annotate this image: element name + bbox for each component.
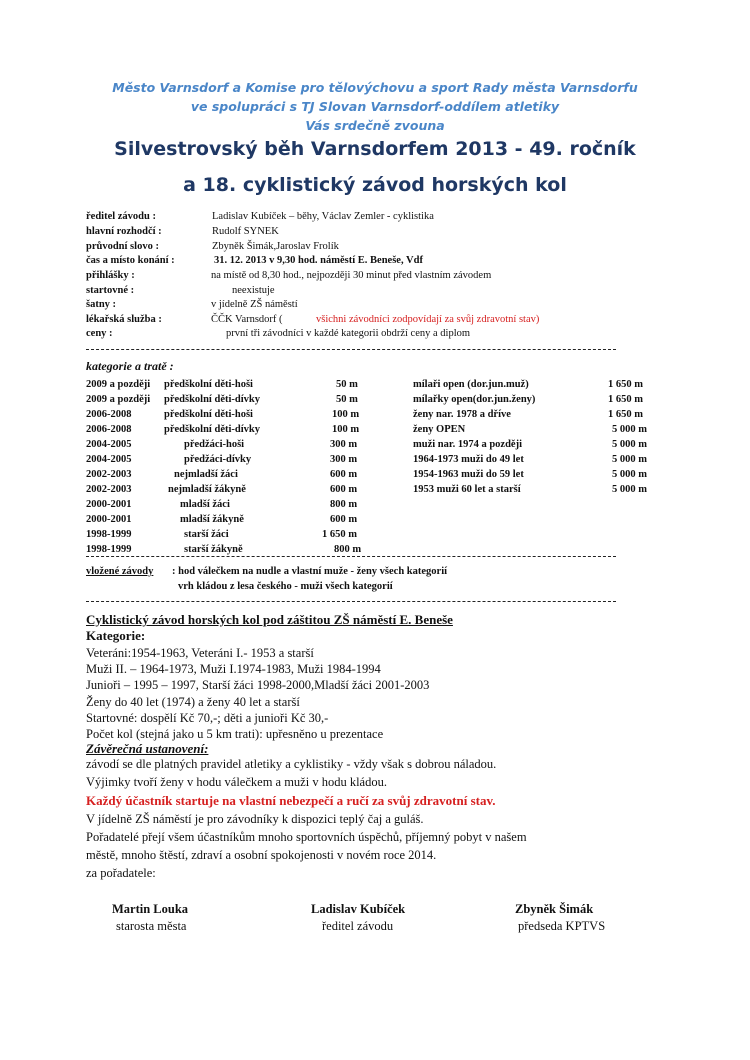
- info-label: lékařská služba :: [86, 314, 162, 325]
- category-name: předškolní děti-dívky: [164, 394, 260, 405]
- category-distance: 600 m: [330, 484, 358, 495]
- divider: [86, 349, 616, 350]
- warning-text: Každý účastník startuje na vlastní nebezpečí a ručí za svůj zdravotní stav.: [86, 793, 496, 808]
- category-name: předškolní děti-hoši: [164, 409, 253, 420]
- info-value: ČČK Varnsdorf (: [211, 314, 283, 325]
- category-years: 2006-2008: [86, 409, 132, 420]
- category-name: muži nar. 1974 a později: [413, 439, 522, 450]
- info-value-note: všichni závodníci zodpovídají za svůj zdravotní stav): [316, 314, 540, 325]
- category-distance: 1 650 m: [608, 409, 643, 420]
- category-years: 2002-2003: [86, 484, 132, 495]
- info-label: čas a místo konání :: [86, 255, 175, 266]
- intro-line-3: Vás srdečně zvouna: [305, 118, 445, 133]
- category-years: 1998-1999: [86, 529, 132, 540]
- final-heading: Závěrečná ustanovení:: [86, 741, 209, 756]
- signature-name: Martin Louka: [112, 902, 189, 916]
- signature-name: Ladislav Kubíček: [311, 902, 406, 916]
- category-name: 1964-1973 muži do 49 let: [413, 454, 524, 465]
- category-years: 2000-2001: [86, 514, 132, 525]
- category-distance: 5 000 m: [612, 469, 647, 480]
- signature-name: Zbyněk Šimák: [515, 902, 594, 916]
- page-subtitle: a 18. cyklistický závod horských kol: [183, 174, 567, 196]
- info-label: startovné :: [86, 285, 135, 296]
- info-value: Rudolf SYNEK: [212, 226, 279, 237]
- category-name: mladší žákyně: [180, 514, 244, 525]
- category-name: předžáci-dívky: [184, 454, 252, 465]
- cycling-heading: Cyklistický závod horských kol pod záštitou ZŠ náměstí E. Beneše: [86, 612, 453, 627]
- info-value: 31. 12. 2013 v 9,30 hod. náměstí E. Beneše, Vdf: [214, 255, 423, 266]
- category-distance: 5 000 m: [612, 439, 647, 450]
- final-line-5: městě, mnoho štěstí, zdraví a osobní spokojenosti v novém roce 2014.: [86, 848, 437, 862]
- info-label: ceny :: [86, 328, 113, 339]
- category-years: 1998-1999: [86, 544, 132, 555]
- category-years: 2000-2001: [86, 499, 132, 510]
- category-name: ženy nar. 1978 a dříve: [413, 409, 511, 420]
- info-label: hlavní rozhodčí :: [86, 226, 162, 237]
- category-years: 2009 a později: [86, 394, 151, 405]
- info-label: průvodní slovo :: [86, 241, 159, 252]
- category-years: 2006-2008: [86, 424, 132, 435]
- signature-role: předseda KPTVS: [518, 919, 606, 933]
- cycling-line: Junioři – 1995 – 1997, Starší žáci 1998-2000,Mladší žáci 2001-2003: [86, 678, 430, 693]
- category-years: 2002-2003: [86, 469, 132, 480]
- category-distance: 600 m: [330, 514, 358, 525]
- category-distance: 1 650 m: [322, 529, 357, 540]
- inserted-label: vložené závody: [86, 566, 154, 577]
- info-value: v jídelně ZŠ náměstí: [211, 299, 298, 310]
- info-value: na místě od 8,30 hod., nejpozději 30 minut před vlastním závodem: [211, 270, 492, 281]
- category-years: 2004-2005: [86, 439, 132, 450]
- category-name: předžáci-hoši: [184, 439, 245, 450]
- divider: [86, 601, 616, 602]
- signature-role: ředitel závodu: [322, 919, 394, 933]
- category-years: 2009 a později: [86, 379, 151, 390]
- signature-role: starosta města: [116, 919, 187, 933]
- cycling-line: Počet kol (stejná jako u 5 km trati): upřesněno u prezentace: [86, 727, 384, 741]
- intro-line-1: Město Varnsdorf a Komise pro tělovýchovu a sport Rady města Varnsdorfu: [112, 80, 638, 95]
- category-name: nejmladší žáci: [174, 469, 238, 480]
- final-line-4: Pořadatelé přejí všem účastníkům mnoho sportovních úspěchů, příjemný pobyt v našem: [86, 830, 527, 844]
- page-title: Silvestrovský běh Varnsdorfem 2013 - 49. ročník: [114, 138, 636, 160]
- category-distance: 300 m: [330, 454, 358, 465]
- info-value: neexistuje: [232, 285, 275, 296]
- intro-line-2: ve spolupráci s TJ Slovan Varnsdorf-oddílem atletiky: [190, 99, 560, 114]
- category-name: nejmladší žákyně: [168, 484, 246, 495]
- cycling-line: Muži II. – 1964-1973, Muži I.1974-1983, Muži 1984-1994: [86, 662, 381, 677]
- category-name: předškolní děti-dívky: [164, 424, 260, 435]
- category-years: 2004-2005: [86, 454, 132, 465]
- category-distance: 50 m: [336, 394, 358, 405]
- final-line-2: Výjimky tvoří ženy v hodu válečkem a muži v hodu kládou.: [86, 775, 387, 789]
- category-distance: 100 m: [332, 409, 360, 420]
- category-name: mílaři open (dor.jun.muž): [413, 379, 529, 390]
- category-distance: 1 650 m: [608, 379, 643, 390]
- category-distance: 300 m: [330, 439, 358, 450]
- divider: [86, 556, 616, 557]
- inserted-line-1: : hod válečkem na nudle a vlastní muže - ženy všech kategorií: [172, 566, 448, 577]
- category-name: 1954-1963 muži do 59 let: [413, 469, 524, 480]
- category-distance: 5 000 m: [612, 454, 647, 465]
- info-label: přihlášky :: [86, 270, 135, 281]
- category-distance: 800 m: [330, 499, 358, 510]
- info-label: ředitel závodu :: [86, 211, 156, 222]
- category-distance: 50 m: [336, 379, 358, 390]
- category-name: předškolní děti-hoši: [164, 379, 253, 390]
- final-line-1: závodí se dle platných pravidel atletiky a cyklistiky - vždy však s dobrou náladou.: [86, 757, 497, 771]
- category-name: 1953 muži 60 let a starší: [413, 484, 521, 495]
- category-name: ženy OPEN: [413, 424, 466, 435]
- info-label: šatny :: [86, 299, 117, 310]
- info-value: první tři závodníci v každé kategorii obdrží ceny a diplom: [226, 328, 471, 339]
- category-name: starší žákyně: [184, 544, 243, 555]
- category-distance: 800 m: [334, 544, 362, 555]
- category-distance: 100 m: [332, 424, 360, 435]
- info-value: Ladislav Kubíček – běhy, Václav Zemler - cyklistika: [212, 211, 434, 222]
- category-name: mladší žáci: [180, 499, 230, 510]
- inserted-line-2: vrh kládou z lesa českého - muži všech kategorií: [178, 581, 393, 592]
- cycling-line: Veteráni:1954-1963, Veteráni I.- 1953 a starší: [86, 646, 314, 660]
- cycling-line: Startovné: dospělí Kč 70,-; děti a junioři Kč 30,-: [86, 710, 329, 725]
- category-name: starší žáci: [184, 529, 229, 540]
- category-distance: 1 650 m: [608, 394, 643, 405]
- info-value: Zbyněk Šimák,Jaroslav Frolík: [212, 241, 339, 252]
- cycling-line: Ženy do 40 let (1974) a ženy 40 let a starší: [86, 694, 300, 709]
- category-distance: 600 m: [330, 469, 358, 480]
- final-line-6: za pořadatele:: [86, 866, 156, 880]
- cycling-categories-heading: Kategorie:: [86, 628, 146, 643]
- categories-heading: kategorie a tratě :: [86, 359, 174, 373]
- category-name: mílařky open(dor.jun.ženy): [413, 394, 536, 405]
- category-distance: 5 000 m: [612, 424, 647, 435]
- final-line-3: V jídelně ZŠ náměstí je pro závodníky k dispozici teplý čaj a guláš.: [86, 812, 424, 826]
- category-distance: 5 000 m: [612, 484, 647, 495]
